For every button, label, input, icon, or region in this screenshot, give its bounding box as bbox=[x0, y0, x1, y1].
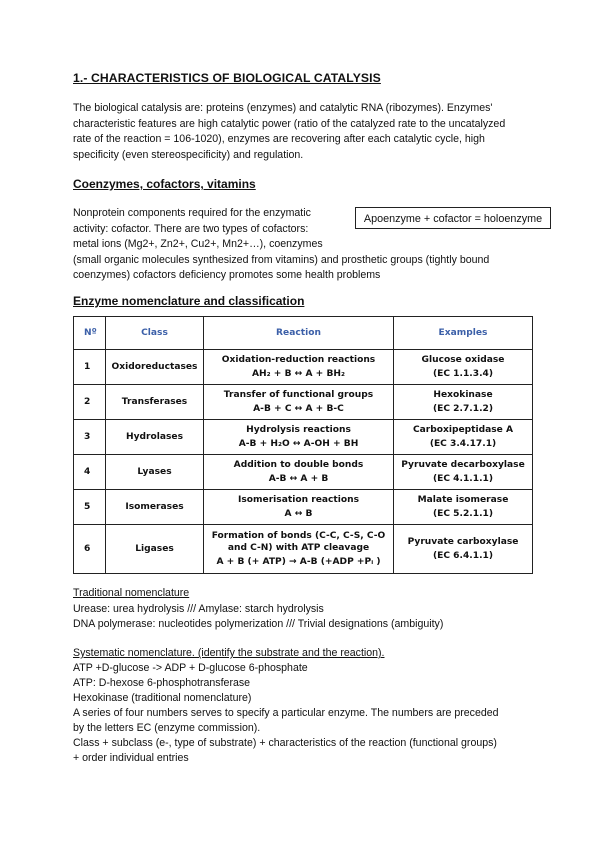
reaction-name: Formation of bonds (C-C, C-S, C-O bbox=[211, 531, 386, 541]
row-reaction bbox=[204, 490, 394, 525]
row-number: 4 bbox=[74, 455, 106, 490]
systematic-line: ATP +D-glucose -> ADP + D-glucose 6-phosphate bbox=[73, 662, 308, 674]
traditional-line: Urease: urea hydrolysis /// Amylase: starch hydrolysis bbox=[73, 603, 324, 615]
reaction-name-continued: and C-N) with ATP cleavage bbox=[227, 543, 370, 553]
intro-line: characteristic features are high catalytic power (ratio of the catalyzed rate to the uncatalyzed bbox=[73, 117, 506, 130]
coenzymes-line: activity: cofactor. There are two types of cofactors: bbox=[73, 222, 309, 235]
example-name: Malate isomerase bbox=[417, 495, 509, 505]
systematic-line: ATP: D-hexose 6-phosphotransferase bbox=[73, 677, 251, 689]
table-row bbox=[74, 455, 533, 490]
row-number: 6 bbox=[74, 525, 106, 574]
nomenclature-heading: Enzyme nomenclature and classification bbox=[73, 294, 305, 308]
row-reaction bbox=[204, 455, 394, 490]
reaction-name: Transfer of functional groups bbox=[223, 390, 374, 400]
row-class: Ligases bbox=[106, 525, 204, 574]
column-header-examples: Examples bbox=[394, 317, 533, 350]
row-reaction bbox=[204, 525, 394, 574]
row-reaction bbox=[204, 385, 394, 420]
table-row bbox=[74, 420, 533, 455]
column-header-reaction: Reaction bbox=[204, 317, 394, 350]
example-name: Pyruvate decarboxylase bbox=[401, 460, 525, 470]
table-row bbox=[74, 350, 533, 385]
example-ec: (EC 1.1.3.4) bbox=[432, 369, 494, 379]
row-reaction bbox=[204, 350, 394, 385]
holoenzyme-box: Apoenzyme + cofactor = holoenzyme bbox=[355, 207, 551, 229]
traditional-heading: Traditional nomenclature bbox=[73, 587, 190, 599]
column-header-class: Class bbox=[106, 317, 204, 350]
row-class: Oxidoreductases bbox=[106, 350, 204, 385]
reaction-equation: AH₂ + B ↔ A + BH₂ bbox=[252, 369, 345, 379]
table-row bbox=[74, 490, 533, 525]
table-header-row bbox=[74, 317, 533, 350]
enzyme-classification-table bbox=[73, 316, 533, 574]
table-row bbox=[74, 385, 533, 420]
coenzymes-line: coenzymes) cofactors deficiency promotes some health problems bbox=[73, 269, 381, 281]
row-example bbox=[394, 385, 533, 420]
example-name: Glucose oxidase bbox=[421, 355, 505, 365]
reaction-equation: A + B (+ ATP) → A-B (+ADP +Pᵢ ) bbox=[216, 557, 381, 567]
coenzymes-line: (small organic molecules synthesized from vitamins) and prosthetic groups (tightly bound bbox=[73, 253, 490, 266]
systematic-line: by the letters EC (enzyme commission). bbox=[73, 722, 261, 734]
reaction-equation: A-B + H₂O ↔ A-OH + BH bbox=[238, 439, 359, 449]
systematic-line: Hexokinase (traditional nomenclature) bbox=[73, 692, 252, 704]
example-ec: (EC 2.7.1.2) bbox=[432, 404, 494, 414]
row-class: Hydrolases bbox=[106, 420, 204, 455]
page-title: 1.- CHARACTERISTICS OF BIOLOGICAL CATALYSIS bbox=[73, 71, 381, 85]
row-example bbox=[394, 490, 533, 525]
row-example bbox=[394, 525, 533, 574]
column-header-number: Nº bbox=[74, 317, 106, 350]
traditional-line: DNA polymerase: nucleotides polymerization /// Trivial designations (ambiguity) bbox=[73, 618, 444, 630]
example-ec: (EC 5.2.1.1) bbox=[432, 509, 494, 519]
coenzymes-line: metal ions (Mg2+, Zn2+, Cu2+, Mn2+…), coenzymes bbox=[73, 238, 323, 250]
intro-paragraph bbox=[73, 101, 553, 163]
row-example bbox=[394, 455, 533, 490]
example-ec: (EC 6.4.1.1) bbox=[432, 551, 494, 561]
row-number: 2 bbox=[74, 385, 106, 420]
example-ec: (EC 4.1.1.1) bbox=[432, 474, 494, 484]
reaction-equation: A-B + C ↔ A + B-C bbox=[253, 404, 344, 414]
systematic-heading: Systematic nomenclature. (identify the substrate and the reaction). bbox=[73, 647, 385, 659]
systematic-line: Class + subclass (e-, type of substrate) + characteristics of the reaction (functional groups) bbox=[73, 737, 497, 749]
reaction-equation: A-B ↔ A + B bbox=[268, 474, 329, 484]
table-row bbox=[74, 525, 533, 574]
row-class: Lyases bbox=[106, 455, 204, 490]
row-number: 5 bbox=[74, 490, 106, 525]
reaction-name: Addition to double bonds bbox=[233, 460, 364, 470]
example-name: Hexokinase bbox=[433, 390, 493, 400]
reaction-name: Isomerisation reactions bbox=[238, 495, 359, 505]
row-class: Isomerases bbox=[106, 490, 204, 525]
intro-line: specificity (even stereospecificity) and regulation. bbox=[73, 148, 304, 161]
systematic-line: A series of four numbers serves to specify a particular enzyme. The numbers are preceded bbox=[73, 707, 499, 719]
reaction-name: Hydrolysis reactions bbox=[246, 425, 351, 435]
intro-line: rate of the reaction = 106-1020), enzymes are recovering after each catalytic cycle, high bbox=[73, 133, 485, 145]
coenzymes-line: Nonprotein components required for the enzymatic bbox=[73, 207, 311, 219]
row-number: 1 bbox=[74, 350, 106, 385]
example-ec: (EC 3.4.17.1) bbox=[429, 439, 497, 449]
row-example bbox=[394, 420, 533, 455]
systematic-line: + order individual entries bbox=[73, 752, 189, 764]
intro-line: The biological catalysis are: proteins (enzymes) and catalytic RNA (ribozymes). Enzymes' bbox=[73, 102, 493, 114]
example-name: Pyruvate carboxylase bbox=[407, 537, 519, 547]
row-reaction bbox=[204, 420, 394, 455]
reaction-name: Oxidation-reduction reactions bbox=[221, 355, 376, 365]
row-example bbox=[394, 350, 533, 385]
reaction-equation: A ↔ B bbox=[284, 509, 313, 519]
example-name: Carboxipeptidase A bbox=[412, 425, 514, 435]
row-class: Transferases bbox=[106, 385, 204, 420]
coenzymes-heading: Coenzymes, cofactors, vitamins bbox=[73, 177, 256, 191]
row-number: 3 bbox=[74, 420, 106, 455]
coenzymes-paragraph bbox=[73, 206, 553, 284]
